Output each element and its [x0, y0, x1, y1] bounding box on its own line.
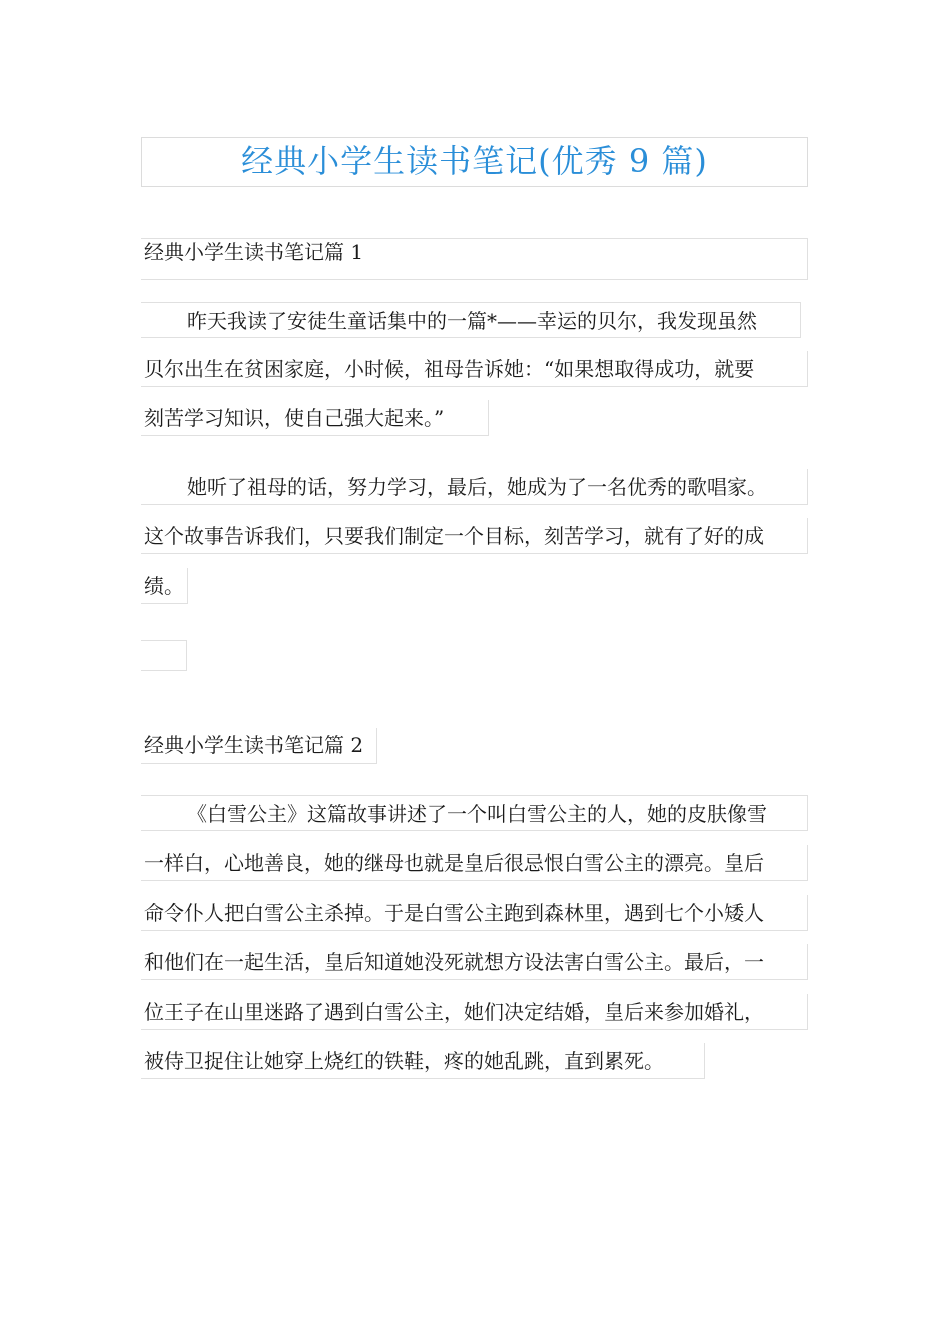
- paragraph-line: 和他们在一起生活，皇后知道她没死就想方设法害白雪公主。最后，一: [141, 944, 808, 980]
- section-heading: 经典小学生读书笔记篇 1: [141, 238, 808, 280]
- paragraph-line: 贝尔出生在贫困家庭，小时候，祖母告诉她：“如果想取得成功，就要: [141, 351, 808, 387]
- paragraph-line: 《白雪公主》这篇故事讲述了一个叫白雪公主的人，她的皮肤像雪: [141, 795, 808, 831]
- paragraph-line: 刻苦学习知识，使自己强大起来。”: [141, 400, 489, 436]
- paragraph-line: 这个故事告诉我们，只要我们制定一个目标，刻苦学习，就有了好的成: [141, 518, 808, 554]
- section-heading: 经典小学生读书笔记篇 2: [141, 728, 377, 764]
- paragraph-line: 一样白，心地善良，她的继母也就是皇后很忌恨白雪公主的漂亮。皇后: [141, 845, 808, 881]
- paragraph-line: 命令仆人把白雪公主杀掉。于是白雪公主跑到森林里，遇到七个小矮人: [141, 895, 808, 931]
- paragraph-line: 被侍卫捉住让她穿上烧红的铁鞋，疼的她乱跳，直到累死。: [141, 1043, 705, 1079]
- paragraph-line: 位王子在山里迷路了遇到白雪公主，她们决定结婚，皇后来参加婚礼，: [141, 994, 808, 1030]
- paragraph-line: 绩。: [141, 568, 188, 604]
- empty-line-box: [141, 640, 187, 671]
- paragraph-line: 昨天我读了安徒生童话集中的一篇*——幸运的贝尔，我发现虽然: [141, 302, 801, 338]
- page-title: 经典小学生读书笔记(优秀 9 篇): [141, 137, 808, 187]
- paragraph-line: 她听了祖母的话，努力学习，最后，她成为了一名优秀的歌唱家。: [141, 469, 808, 505]
